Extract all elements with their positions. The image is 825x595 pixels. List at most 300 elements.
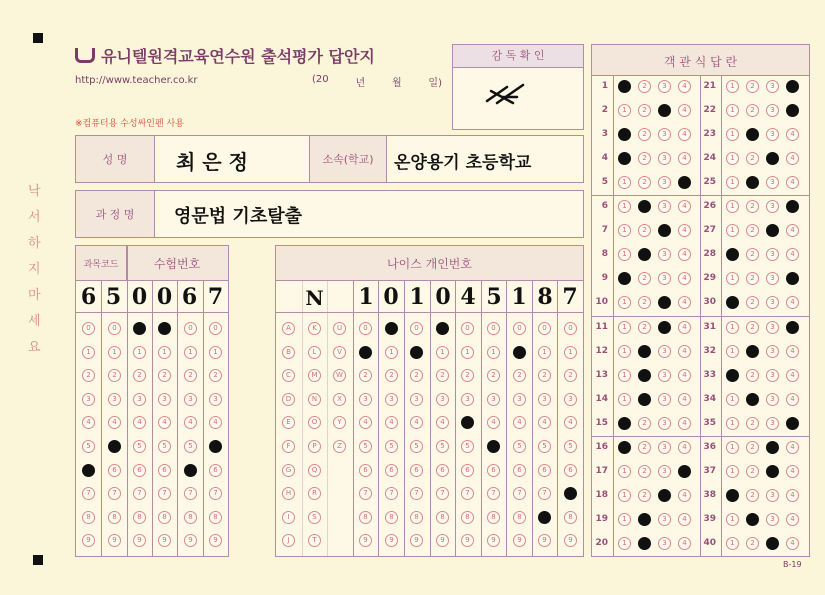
exam-bubble-0-7[interactable]: 7 (82, 487, 95, 500)
neis-bubble-2-0[interactable]: 0 (410, 322, 423, 335)
neis-bubble-5-5[interactable]: 5 (487, 440, 500, 453)
neis-bubble-5-1[interactable]: 1 (487, 346, 500, 359)
neis-bubble-1-1[interactable]: 1 (385, 346, 398, 359)
answer-bubble-q6-opt1[interactable]: 1 (618, 200, 631, 213)
answer-bubble-q33-opt1[interactable]: 1 (726, 369, 739, 382)
neis-bubble-0-2[interactable]: 2 (359, 369, 372, 382)
exam-bubble-1-2[interactable]: 2 (108, 369, 121, 382)
answer-bubble-q25-opt3[interactable]: 3 (766, 176, 779, 189)
answer-bubble-q13-opt2[interactable]: 2 (638, 369, 651, 382)
neis-bubble-5-2[interactable]: 2 (487, 369, 500, 382)
neis-letter-bubble[interactable]: F (282, 440, 295, 453)
neis-bubble-8-8[interactable]: 8 (564, 511, 577, 524)
answer-bubble-q22-opt4[interactable]: 4 (786, 104, 799, 117)
answer-bubble-q2-opt4[interactable]: 4 (678, 104, 691, 117)
neis-bubble-4-8[interactable]: 8 (461, 511, 474, 524)
neis-bubble-2-4[interactable]: 4 (410, 416, 423, 429)
answer-bubble-q6-opt4[interactable]: 4 (678, 200, 691, 213)
exam-bubble-4-3[interactable]: 3 (184, 393, 197, 406)
answer-bubble-q18-opt4[interactable]: 4 (678, 489, 691, 502)
neis-bubble-5-9[interactable]: 9 (487, 534, 500, 547)
answer-bubble-q35-opt4[interactable]: 4 (786, 417, 799, 430)
neis-bubble-5-6[interactable]: 6 (487, 464, 500, 477)
neis-bubble-6-8[interactable]: 8 (513, 511, 526, 524)
neis-bubble-3-7[interactable]: 7 (436, 487, 449, 500)
exam-bubble-0-0[interactable]: 0 (82, 322, 95, 335)
exam-bubble-2-4[interactable]: 4 (133, 416, 146, 429)
answer-bubble-q30-opt3[interactable]: 3 (766, 296, 779, 309)
answer-bubble-q14-opt2[interactable]: 2 (638, 393, 651, 406)
exam-bubble-2-5[interactable]: 5 (133, 440, 146, 453)
answer-bubble-q12-opt3[interactable]: 3 (658, 345, 671, 358)
neis-bubble-6-2[interactable]: 2 (513, 369, 526, 382)
neis-letter-bubble[interactable]: A (282, 322, 295, 335)
exam-bubble-1-1[interactable]: 1 (108, 346, 121, 359)
answer-bubble-q20-opt2[interactable]: 2 (638, 537, 651, 550)
exam-bubble-4-5[interactable]: 5 (184, 440, 197, 453)
neis-letter-bubble[interactable]: C (282, 369, 295, 382)
answer-bubble-q27-opt2[interactable]: 2 (746, 224, 759, 237)
neis-bubble-3-4[interactable]: 4 (436, 416, 449, 429)
answer-bubble-q30-opt4[interactable]: 4 (786, 296, 799, 309)
answer-bubble-q36-opt2[interactable]: 2 (746, 441, 759, 454)
neis-bubble-3-1[interactable]: 1 (436, 346, 449, 359)
neis-bubble-1-9[interactable]: 9 (385, 534, 398, 547)
neis-bubble-7-0[interactable]: 0 (538, 322, 551, 335)
answer-bubble-q15-opt2[interactable]: 2 (638, 417, 651, 430)
answer-bubble-q35-opt2[interactable]: 2 (746, 417, 759, 430)
answer-bubble-q31-opt3[interactable]: 3 (766, 321, 779, 334)
answer-bubble-q4-opt3[interactable]: 3 (658, 152, 671, 165)
neis-bubble-6-3[interactable]: 3 (513, 393, 526, 406)
answer-bubble-q19-opt2[interactable]: 2 (638, 513, 651, 526)
exam-bubble-5-4[interactable]: 4 (209, 416, 222, 429)
answer-bubble-q32-opt4[interactable]: 4 (786, 345, 799, 358)
answer-bubble-q7-opt4[interactable]: 4 (678, 224, 691, 237)
answer-bubble-q11-opt3[interactable]: 3 (658, 321, 671, 334)
neis-bubble-1-4[interactable]: 4 (385, 416, 398, 429)
answer-bubble-q32-opt2[interactable]: 2 (746, 345, 759, 358)
neis-bubble-5-8[interactable]: 8 (487, 511, 500, 524)
answer-bubble-q5-opt1[interactable]: 1 (618, 176, 631, 189)
neis-letter-bubble[interactable]: H (282, 487, 295, 500)
neis-letter-bubble[interactable]: W (333, 369, 346, 382)
exam-bubble-1-3[interactable]: 3 (108, 393, 121, 406)
answer-bubble-q40-opt4[interactable]: 4 (786, 537, 799, 550)
exam-bubble-5-7[interactable]: 7 (209, 487, 222, 500)
answer-bubble-q31-opt4[interactable]: 4 (786, 321, 799, 334)
neis-letter-bubble[interactable]: D (282, 393, 295, 406)
answer-bubble-q35-opt1[interactable]: 1 (726, 417, 739, 430)
neis-bubble-7-7[interactable]: 7 (538, 487, 551, 500)
answer-bubble-q37-opt1[interactable]: 1 (726, 465, 739, 478)
exam-bubble-3-1[interactable]: 1 (158, 346, 171, 359)
answer-bubble-q26-opt2[interactable]: 2 (746, 200, 759, 213)
exam-bubble-0-3[interactable]: 3 (82, 393, 95, 406)
answer-bubble-q19-opt1[interactable]: 1 (618, 513, 631, 526)
answer-bubble-q37-opt4[interactable]: 4 (786, 465, 799, 478)
answer-bubble-q24-opt1[interactable]: 1 (726, 152, 739, 165)
neis-bubble-2-7[interactable]: 7 (410, 487, 423, 500)
neis-letter-bubble[interactable]: M (308, 369, 321, 382)
exam-bubble-2-2[interactable]: 2 (133, 369, 146, 382)
answer-bubble-q25-opt2[interactable]: 2 (746, 176, 759, 189)
exam-bubble-1-6[interactable]: 6 (108, 464, 121, 477)
answer-bubble-q28-opt3[interactable]: 3 (766, 248, 779, 261)
answer-bubble-q21-opt3[interactable]: 3 (766, 80, 779, 93)
answer-bubble-q11-opt4[interactable]: 4 (678, 321, 691, 334)
exam-bubble-5-9[interactable]: 9 (209, 534, 222, 547)
exam-bubble-1-7[interactable]: 7 (108, 487, 121, 500)
neis-bubble-4-3[interactable]: 3 (461, 393, 474, 406)
answer-bubble-q8-opt3[interactable]: 3 (658, 248, 671, 261)
neis-bubble-3-5[interactable]: 5 (436, 440, 449, 453)
neis-bubble-1-8[interactable]: 8 (385, 511, 398, 524)
exam-bubble-5-8[interactable]: 8 (209, 511, 222, 524)
answer-bubble-q10-opt1[interactable]: 1 (618, 296, 631, 309)
answer-bubble-q22-opt3[interactable]: 3 (766, 104, 779, 117)
neis-letter-bubble[interactable]: P (308, 440, 321, 453)
neis-bubble-0-1[interactable]: 1 (359, 346, 372, 359)
neis-bubble-6-5[interactable]: 5 (513, 440, 526, 453)
exam-bubble-0-2[interactable]: 2 (82, 369, 95, 382)
neis-bubble-8-1[interactable]: 1 (564, 346, 577, 359)
answer-bubble-q6-opt3[interactable]: 3 (658, 200, 671, 213)
neis-bubble-2-8[interactable]: 8 (410, 511, 423, 524)
neis-bubble-8-3[interactable]: 3 (564, 393, 577, 406)
answer-bubble-q27-opt3[interactable]: 3 (766, 224, 779, 237)
answer-bubble-q1-opt1[interactable]: 1 (618, 80, 631, 93)
answer-bubble-q3-opt4[interactable]: 4 (678, 128, 691, 141)
answer-bubble-q25-opt1[interactable]: 1 (726, 176, 739, 189)
answer-bubble-q31-opt2[interactable]: 2 (746, 321, 759, 334)
neis-bubble-4-0[interactable]: 0 (461, 322, 474, 335)
neis-bubble-3-3[interactable]: 3 (436, 393, 449, 406)
answer-bubble-q34-opt4[interactable]: 4 (786, 393, 799, 406)
answer-bubble-q1-opt2[interactable]: 2 (638, 80, 651, 93)
exam-bubble-0-4[interactable]: 4 (82, 416, 95, 429)
neis-bubble-5-0[interactable]: 0 (487, 322, 500, 335)
answer-bubble-q8-opt1[interactable]: 1 (618, 248, 631, 261)
answer-bubble-q13-opt1[interactable]: 1 (618, 369, 631, 382)
answer-bubble-q3-opt3[interactable]: 3 (658, 128, 671, 141)
answer-bubble-q7-opt1[interactable]: 1 (618, 224, 631, 237)
answer-bubble-q29-opt2[interactable]: 2 (746, 272, 759, 285)
answer-bubble-q17-opt4[interactable]: 4 (678, 465, 691, 478)
answer-bubble-q18-opt2[interactable]: 2 (638, 489, 651, 502)
exam-bubble-4-2[interactable]: 2 (184, 369, 197, 382)
neis-bubble-8-5[interactable]: 5 (564, 440, 577, 453)
exam-bubble-3-4[interactable]: 4 (158, 416, 171, 429)
neis-bubble-4-4[interactable]: 4 (461, 416, 474, 429)
answer-bubble-q24-opt3[interactable]: 3 (766, 152, 779, 165)
neis-letter-bubble[interactable]: S (308, 511, 321, 524)
neis-bubble-7-8[interactable]: 8 (538, 511, 551, 524)
exam-bubble-2-9[interactable]: 9 (133, 534, 146, 547)
answer-bubble-q38-opt2[interactable]: 2 (746, 489, 759, 502)
exam-bubble-1-9[interactable]: 9 (108, 534, 121, 547)
answer-bubble-q9-opt3[interactable]: 3 (658, 272, 671, 285)
neis-bubble-8-4[interactable]: 4 (564, 416, 577, 429)
neis-letter-bubble[interactable]: U (333, 322, 346, 335)
answer-bubble-q40-opt3[interactable]: 3 (766, 537, 779, 550)
neis-bubble-1-7[interactable]: 7 (385, 487, 398, 500)
neis-letter-bubble[interactable]: J (282, 534, 295, 547)
answer-bubble-q37-opt2[interactable]: 2 (746, 465, 759, 478)
neis-letter-bubble[interactable]: L (308, 346, 321, 359)
exam-bubble-2-1[interactable]: 1 (133, 346, 146, 359)
neis-bubble-3-0[interactable]: 0 (436, 322, 449, 335)
answer-bubble-q30-opt1[interactable]: 1 (726, 296, 739, 309)
answer-bubble-q25-opt4[interactable]: 4 (786, 176, 799, 189)
neis-bubble-5-4[interactable]: 4 (487, 416, 500, 429)
answer-bubble-q22-opt1[interactable]: 1 (726, 104, 739, 117)
exam-bubble-5-5[interactable]: 5 (209, 440, 222, 453)
answer-bubble-q34-opt3[interactable]: 3 (766, 393, 779, 406)
answer-bubble-q8-opt4[interactable]: 4 (678, 248, 691, 261)
neis-bubble-0-6[interactable]: 6 (359, 464, 372, 477)
answer-bubble-q33-opt4[interactable]: 4 (786, 369, 799, 382)
neis-bubble-0-4[interactable]: 4 (359, 416, 372, 429)
answer-bubble-q29-opt1[interactable]: 1 (726, 272, 739, 285)
neis-letter-bubble[interactable]: O (308, 416, 321, 429)
neis-bubble-4-1[interactable]: 1 (461, 346, 474, 359)
exam-bubble-0-6[interactable]: 6 (82, 464, 95, 477)
answer-bubble-q28-opt4[interactable]: 4 (786, 248, 799, 261)
neis-bubble-4-2[interactable]: 2 (461, 369, 474, 382)
answer-bubble-q23-opt1[interactable]: 1 (726, 128, 739, 141)
exam-bubble-2-3[interactable]: 3 (133, 393, 146, 406)
exam-bubble-3-9[interactable]: 9 (158, 534, 171, 547)
answer-bubble-q36-opt3[interactable]: 3 (766, 441, 779, 454)
answer-bubble-q34-opt1[interactable]: 1 (726, 393, 739, 406)
exam-bubble-2-8[interactable]: 8 (133, 511, 146, 524)
answer-bubble-q12-opt2[interactable]: 2 (638, 345, 651, 358)
answer-bubble-q19-opt4[interactable]: 4 (678, 513, 691, 526)
answer-bubble-q9-opt1[interactable]: 1 (618, 272, 631, 285)
exam-bubble-0-8[interactable]: 8 (82, 511, 95, 524)
answer-bubble-q14-opt1[interactable]: 1 (618, 393, 631, 406)
answer-bubble-q26-opt3[interactable]: 3 (766, 200, 779, 213)
neis-bubble-2-3[interactable]: 3 (410, 393, 423, 406)
neis-bubble-1-0[interactable]: 0 (385, 322, 398, 335)
answer-bubble-q10-opt4[interactable]: 4 (678, 296, 691, 309)
answer-bubble-q9-opt2[interactable]: 2 (638, 272, 651, 285)
neis-bubble-7-3[interactable]: 3 (538, 393, 551, 406)
answer-bubble-q16-opt1[interactable]: 1 (618, 441, 631, 454)
answer-bubble-q6-opt2[interactable]: 2 (638, 200, 651, 213)
neis-bubble-0-3[interactable]: 3 (359, 393, 372, 406)
neis-bubble-0-0[interactable]: 0 (359, 322, 372, 335)
exam-bubble-4-8[interactable]: 8 (184, 511, 197, 524)
answer-bubble-q28-opt2[interactable]: 2 (746, 248, 759, 261)
answer-bubble-q3-opt1[interactable]: 1 (618, 128, 631, 141)
neis-bubble-4-7[interactable]: 7 (461, 487, 474, 500)
neis-bubble-6-7[interactable]: 7 (513, 487, 526, 500)
answer-bubble-q40-opt2[interactable]: 2 (746, 537, 759, 550)
answer-bubble-q29-opt3[interactable]: 3 (766, 272, 779, 285)
neis-bubble-7-5[interactable]: 5 (538, 440, 551, 453)
answer-bubble-q27-opt4[interactable]: 4 (786, 224, 799, 237)
answer-bubble-q27-opt1[interactable]: 1 (726, 224, 739, 237)
neis-bubble-8-9[interactable]: 9 (564, 534, 577, 547)
answer-bubble-q1-opt3[interactable]: 3 (658, 80, 671, 93)
answer-bubble-q15-opt1[interactable]: 1 (618, 417, 631, 430)
neis-bubble-7-9[interactable]: 9 (538, 534, 551, 547)
neis-bubble-7-4[interactable]: 4 (538, 416, 551, 429)
exam-bubble-4-4[interactable]: 4 (184, 416, 197, 429)
exam-bubble-4-6[interactable]: 6 (184, 464, 197, 477)
exam-bubble-3-7[interactable]: 7 (158, 487, 171, 500)
exam-bubble-2-6[interactable]: 6 (133, 464, 146, 477)
neis-letter-bubble[interactable]: K (308, 322, 321, 335)
neis-bubble-3-6[interactable]: 6 (436, 464, 449, 477)
answer-bubble-q11-opt1[interactable]: 1 (618, 321, 631, 334)
neis-bubble-5-7[interactable]: 7 (487, 487, 500, 500)
answer-bubble-q1-opt4[interactable]: 4 (678, 80, 691, 93)
neis-letter-bubble[interactable]: E (282, 416, 295, 429)
answer-bubble-q40-opt1[interactable]: 1 (726, 537, 739, 550)
exam-bubble-5-6[interactable]: 6 (209, 464, 222, 477)
exam-bubble-3-8[interactable]: 8 (158, 511, 171, 524)
answer-bubble-q38-opt3[interactable]: 3 (766, 489, 779, 502)
answer-bubble-q17-opt3[interactable]: 3 (658, 465, 671, 478)
neis-bubble-7-2[interactable]: 2 (538, 369, 551, 382)
answer-bubble-q39-opt1[interactable]: 1 (726, 513, 739, 526)
answer-bubble-q32-opt1[interactable]: 1 (726, 345, 739, 358)
answer-bubble-q30-opt2[interactable]: 2 (746, 296, 759, 309)
exam-bubble-5-0[interactable]: 0 (209, 322, 222, 335)
answer-bubble-q2-opt1[interactable]: 1 (618, 104, 631, 117)
answer-bubble-q24-opt2[interactable]: 2 (746, 152, 759, 165)
neis-letter-bubble[interactable]: Q (308, 464, 321, 477)
neis-letter-bubble[interactable]: X (333, 393, 346, 406)
answer-bubble-q32-opt3[interactable]: 3 (766, 345, 779, 358)
exam-bubble-2-0[interactable]: 0 (133, 322, 146, 335)
neis-bubble-2-9[interactable]: 9 (410, 534, 423, 547)
exam-bubble-3-0[interactable]: 0 (158, 322, 171, 335)
answer-bubble-q39-opt4[interactable]: 4 (786, 513, 799, 526)
answer-bubble-q38-opt4[interactable]: 4 (786, 489, 799, 502)
answer-bubble-q5-opt4[interactable]: 4 (678, 176, 691, 189)
answer-bubble-q20-opt1[interactable]: 1 (618, 537, 631, 550)
neis-bubble-4-9[interactable]: 9 (461, 534, 474, 547)
neis-bubble-1-3[interactable]: 3 (385, 393, 398, 406)
answer-bubble-q36-opt4[interactable]: 4 (786, 441, 799, 454)
answer-bubble-q2-opt2[interactable]: 2 (638, 104, 651, 117)
answer-bubble-q20-opt4[interactable]: 4 (678, 537, 691, 550)
answer-bubble-q16-opt3[interactable]: 3 (658, 441, 671, 454)
answer-bubble-q34-opt2[interactable]: 2 (746, 393, 759, 406)
neis-bubble-6-6[interactable]: 6 (513, 464, 526, 477)
answer-bubble-q24-opt4[interactable]: 4 (786, 152, 799, 165)
answer-bubble-q17-opt1[interactable]: 1 (618, 465, 631, 478)
answer-bubble-q15-opt3[interactable]: 3 (658, 417, 671, 430)
answer-bubble-q33-opt2[interactable]: 2 (746, 369, 759, 382)
answer-bubble-q19-opt3[interactable]: 3 (658, 513, 671, 526)
answer-bubble-q37-opt3[interactable]: 3 (766, 465, 779, 478)
answer-bubble-q5-opt2[interactable]: 2 (638, 176, 651, 189)
neis-bubble-6-4[interactable]: 4 (513, 416, 526, 429)
neis-letter-bubble[interactable]: Y (333, 416, 346, 429)
answer-bubble-q5-opt3[interactable]: 3 (658, 176, 671, 189)
answer-bubble-q23-opt3[interactable]: 3 (766, 128, 779, 141)
answer-bubble-q13-opt3[interactable]: 3 (658, 369, 671, 382)
answer-bubble-q9-opt4[interactable]: 4 (678, 272, 691, 285)
answer-bubble-q31-opt1[interactable]: 1 (726, 321, 739, 334)
neis-bubble-3-2[interactable]: 2 (436, 369, 449, 382)
exam-bubble-0-9[interactable]: 9 (82, 534, 95, 547)
exam-bubble-1-0[interactable]: 0 (108, 322, 121, 335)
answer-bubble-q14-opt3[interactable]: 3 (658, 393, 671, 406)
neis-bubble-4-5[interactable]: 5 (461, 440, 474, 453)
answer-bubble-q14-opt4[interactable]: 4 (678, 393, 691, 406)
neis-bubble-8-0[interactable]: 0 (564, 322, 577, 335)
neis-bubble-2-6[interactable]: 6 (410, 464, 423, 477)
answer-bubble-q7-opt3[interactable]: 3 (658, 224, 671, 237)
exam-bubble-3-3[interactable]: 3 (158, 393, 171, 406)
answer-bubble-q38-opt1[interactable]: 1 (726, 489, 739, 502)
neis-bubble-0-8[interactable]: 8 (359, 511, 372, 524)
neis-letter-bubble[interactable]: Z (333, 440, 346, 453)
answer-bubble-q4-opt4[interactable]: 4 (678, 152, 691, 165)
answer-bubble-q23-opt2[interactable]: 2 (746, 128, 759, 141)
exam-bubble-5-2[interactable]: 2 (209, 369, 222, 382)
neis-bubble-3-8[interactable]: 8 (436, 511, 449, 524)
answer-bubble-q26-opt1[interactable]: 1 (726, 200, 739, 213)
neis-bubble-6-9[interactable]: 9 (513, 534, 526, 547)
answer-bubble-q28-opt1[interactable]: 1 (726, 248, 739, 261)
answer-bubble-q13-opt4[interactable]: 4 (678, 369, 691, 382)
exam-bubble-0-5[interactable]: 5 (82, 440, 95, 453)
neis-letter-bubble[interactable]: N (308, 393, 321, 406)
neis-bubble-8-6[interactable]: 6 (564, 464, 577, 477)
answer-bubble-q12-opt4[interactable]: 4 (678, 345, 691, 358)
exam-bubble-4-7[interactable]: 7 (184, 487, 197, 500)
answer-bubble-q21-opt1[interactable]: 1 (726, 80, 739, 93)
exam-bubble-4-0[interactable]: 0 (184, 322, 197, 335)
neis-bubble-2-5[interactable]: 5 (410, 440, 423, 453)
neis-bubble-7-6[interactable]: 6 (538, 464, 551, 477)
neis-bubble-2-2[interactable]: 2 (410, 369, 423, 382)
answer-bubble-q2-opt3[interactable]: 3 (658, 104, 671, 117)
answer-bubble-q21-opt4[interactable]: 4 (786, 80, 799, 93)
answer-bubble-q8-opt2[interactable]: 2 (638, 248, 651, 261)
answer-bubble-q26-opt4[interactable]: 4 (786, 200, 799, 213)
answer-bubble-q15-opt4[interactable]: 4 (678, 417, 691, 430)
neis-bubble-0-7[interactable]: 7 (359, 487, 372, 500)
answer-bubble-q11-opt2[interactable]: 2 (638, 321, 651, 334)
neis-letter-bubble[interactable]: T (308, 534, 321, 547)
answer-bubble-q20-opt3[interactable]: 3 (658, 537, 671, 550)
answer-bubble-q10-opt3[interactable]: 3 (658, 296, 671, 309)
answer-bubble-q7-opt2[interactable]: 2 (638, 224, 651, 237)
answer-bubble-q39-opt2[interactable]: 2 (746, 513, 759, 526)
answer-bubble-q35-opt3[interactable]: 3 (766, 417, 779, 430)
neis-letter-bubble[interactable]: B (282, 346, 295, 359)
answer-bubble-q18-opt1[interactable]: 1 (618, 489, 631, 502)
neis-bubble-1-5[interactable]: 5 (385, 440, 398, 453)
answer-bubble-q22-opt2[interactable]: 2 (746, 104, 759, 117)
neis-bubble-7-1[interactable]: 1 (538, 346, 551, 359)
neis-bubble-8-2[interactable]: 2 (564, 369, 577, 382)
neis-letter-bubble[interactable]: G (282, 464, 295, 477)
answer-bubble-q16-opt2[interactable]: 2 (638, 441, 651, 454)
exam-bubble-3-2[interactable]: 2 (158, 369, 171, 382)
answer-bubble-q36-opt1[interactable]: 1 (726, 441, 739, 454)
exam-bubble-3-6[interactable]: 6 (158, 464, 171, 477)
answer-bubble-q12-opt1[interactable]: 1 (618, 345, 631, 358)
